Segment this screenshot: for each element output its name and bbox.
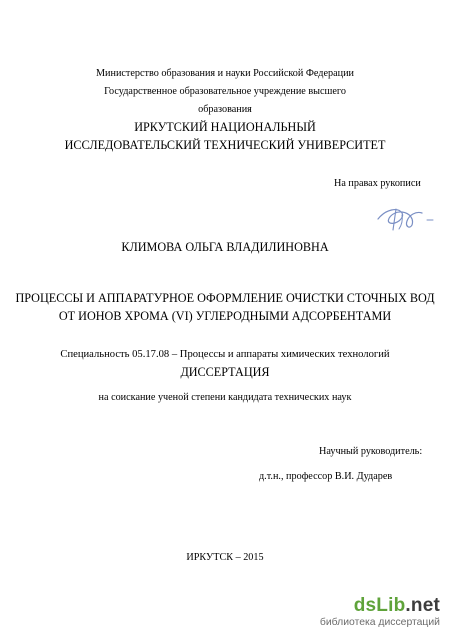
supervisor-label: Научный руководитель: <box>319 446 423 457</box>
university-line-1: ИРКУТСКИЙ НАЦИОНАЛЬНЫЙ <box>134 120 316 134</box>
dslib-logo-part1: dsLib <box>353 595 406 616</box>
degree-line: на соискание ученой степени кандидата технических наук <box>98 392 352 403</box>
specialty-line: Специальность 05.17.08 – Процессы и аппараты химических технологий <box>60 349 390 360</box>
author-name: КЛИМОВА ОЛЬГА ВЛАДИЛИНОВНА <box>121 240 329 254</box>
title-line-2: ОТ ИОНОВ ХРОМА (VI) УГЛЕРОДНЫМИ АДСОРБЕНТАМИ <box>58 309 392 323</box>
dslib-logo <box>354 596 440 616</box>
dslib-watermark <box>310 596 440 632</box>
title-line-1: ПРОЦЕССЫ И АППАРАТУРНОЕ ОФОРМЛЕНИЕ ОЧИСТКИ СТОЧНЫХ ВОД <box>15 291 435 305</box>
rights-note: На правах рукописи <box>334 178 421 189</box>
document-type: ДИССЕРТАЦИЯ <box>180 365 270 379</box>
dslib-subtitle: библиотека диссертаций <box>319 617 440 628</box>
place-year: ИРКУТСК – 2015 <box>186 552 264 563</box>
dslib-logo-part2: .net <box>405 595 440 616</box>
university-line-2: ИССЛЕДОВАТЕЛЬСКИЙ ТЕХНИЧЕСКИЙ УНИВЕРСИТЕТ <box>64 138 386 152</box>
supervisor-name: д.т.н., профессор В.И. Дударев <box>259 471 393 482</box>
ministry-line: Министерство образования и науки Российской Федерации <box>95 68 354 79</box>
signature-image <box>372 203 438 233</box>
institution-line-2: образования <box>198 104 252 115</box>
institution-line-1: Государственное образовательное учреждение высшего <box>104 86 346 97</box>
